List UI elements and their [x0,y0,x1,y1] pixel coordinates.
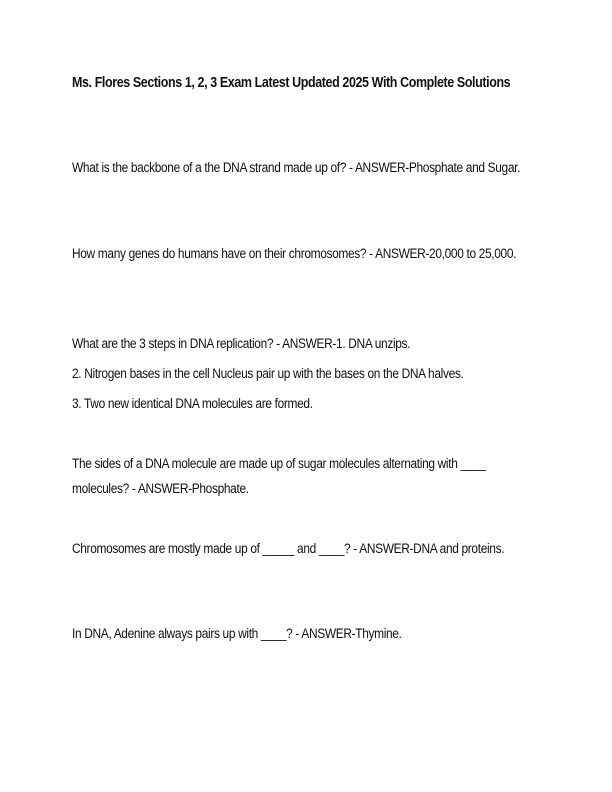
qa-text: In DNA, Adenine always pairs up with ____? - ANSWER-Thymine. [72,626,402,642]
qa-line: 3. Two new identical DNA molecules are formed. [72,396,313,412]
document-page [72,71,542,642]
qa-text: How many genes do humans have on their chromosomes? - ANSWER-20,000 to 25,000. [72,246,517,262]
qa-item [72,329,542,419]
qa-item [72,537,542,562]
qa-item [72,452,542,502]
qa-text: The sides of a DNA molecule are made up of sugar molecules alternating with ____ molecules? - ANSWER-Phosphate. [72,456,486,497]
qa-text: Chromosomes are mostly made up of _____ and ____? - ANSWER-DNA and proteins. [72,541,505,557]
qa-line: 2. Nitrogen bases in the cell Nucleus pair up with the bases on the DNA halves. [72,366,464,382]
qa-line: What are the 3 steps in DNA replication? - ANSWER-1. DNA unzips. [72,336,411,352]
qa-text: What is the backbone of a the DNA strand made up of? - ANSWER-Phosphate and Sugar. [72,160,521,176]
qa-item [72,242,542,267]
qa-item [72,622,542,647]
qa-item [72,156,542,181]
document-title: Ms. Flores Sections 1, 2, 3 Exam Latest Updated 2025 With Complete Solutions [72,75,511,91]
